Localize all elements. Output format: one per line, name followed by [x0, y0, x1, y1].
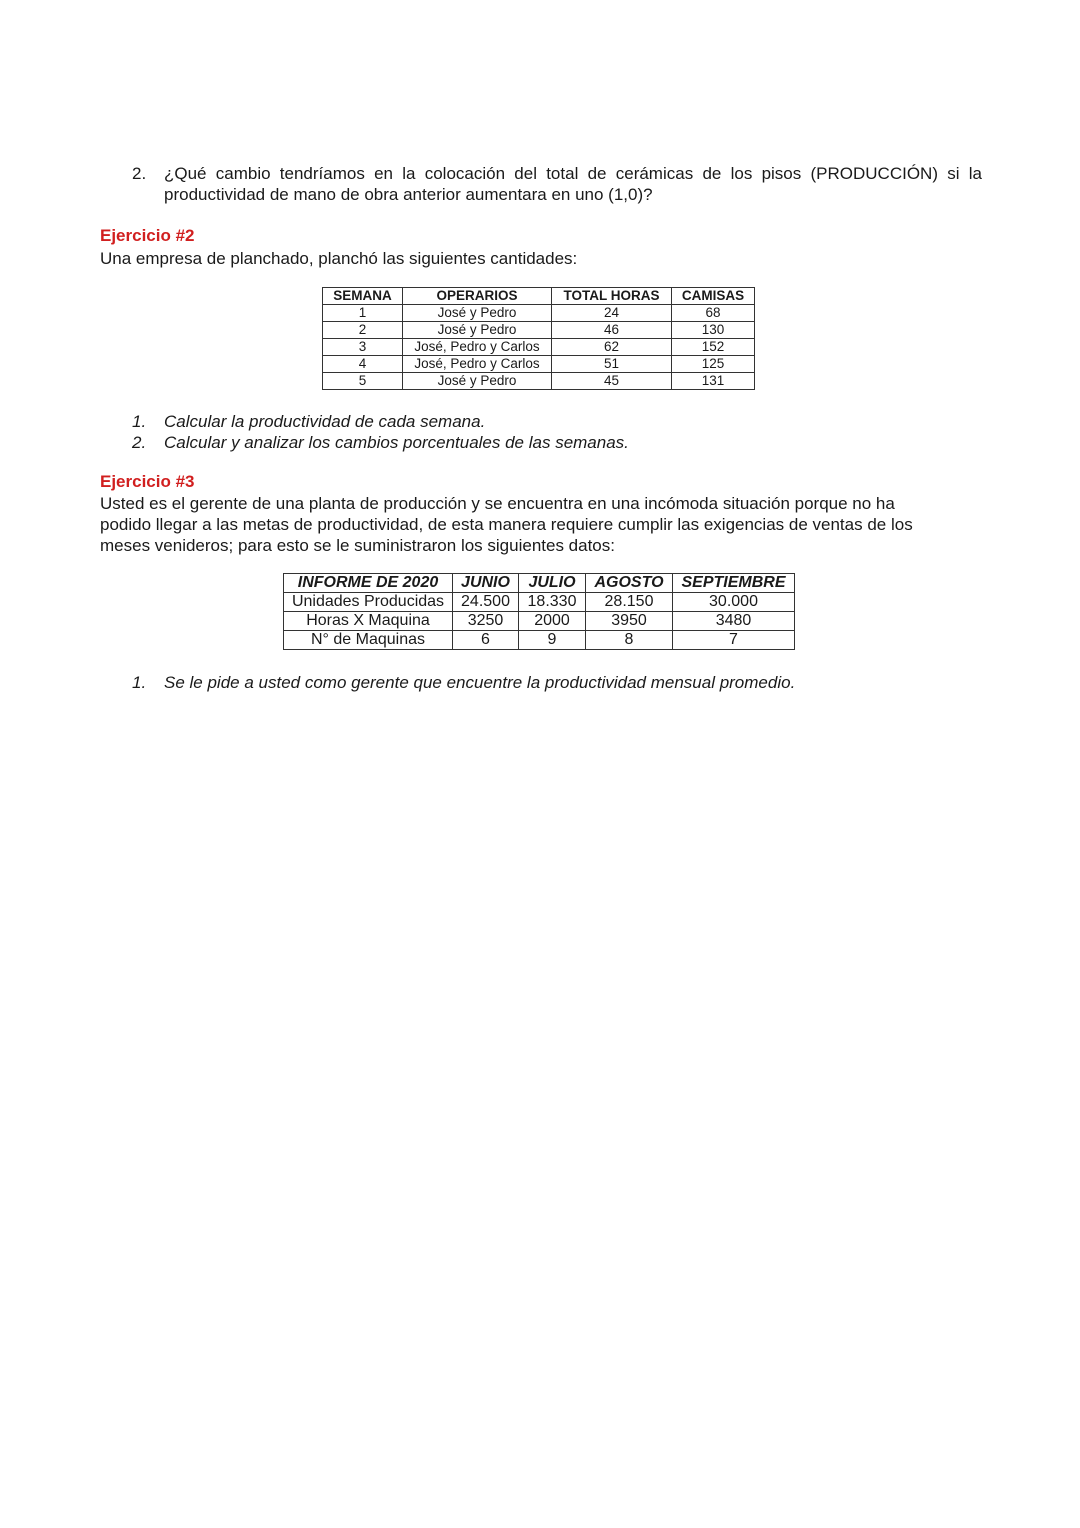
intro-line: podido llegar a las metas de productividad, de esta manera requiere cumplir las exigencias de ventas de los [100, 515, 913, 534]
table-cell: 28.150 [586, 593, 673, 612]
table-cell: 7 [673, 631, 795, 650]
table-header: OPERARIOS [403, 288, 552, 305]
table-cell: 1 [323, 305, 403, 322]
table-header: TOTAL HORAS [552, 288, 672, 305]
table-cell: 18.330 [519, 593, 586, 612]
table-row [323, 356, 755, 373]
table-header-row [284, 574, 795, 593]
table-header: JUNIO [453, 574, 519, 593]
list-item-text: Calcular la productividad de cada semana. [164, 412, 486, 431]
ejercicio-2-intro: Una empresa de planchado, planchó las siguientes cantidades: [100, 249, 578, 268]
table-cell: 130 [672, 322, 755, 339]
table-cell: 2000 [519, 612, 586, 631]
table-row [284, 612, 795, 631]
question-2 [132, 163, 982, 205]
list-item-text: Calcular y analizar los cambios porcentuales de las semanas. [164, 433, 629, 452]
table-cell: 5 [323, 373, 403, 390]
question-2-text: ¿Qué cambio tendríamos en la colocación del total de cerámicas de los pisos (PRODUCCIÓN) si la productividad de mano de obra anterior aumentara en uno (1,0)? [164, 164, 982, 204]
table-header: INFORME DE 2020 [284, 574, 453, 593]
table-row [323, 305, 755, 322]
table-cell: 30.000 [673, 593, 795, 612]
table-cell: 62 [552, 339, 672, 356]
table-cell: 8 [586, 631, 673, 650]
table-cell: José, Pedro y Carlos [403, 339, 552, 356]
list-item [132, 432, 629, 453]
table-header: SEMANA [323, 288, 403, 305]
table-header: CAMISAS [672, 288, 755, 305]
table-cell: 2 [323, 322, 403, 339]
table-cell: N° de Maquinas [284, 631, 453, 650]
question-2-number: 2. [132, 164, 147, 183]
table-cell: 6 [453, 631, 519, 650]
table-row [284, 593, 795, 612]
table-cell: José y Pedro [403, 305, 552, 322]
table-cell: 24 [552, 305, 672, 322]
table-cell: 3 [323, 339, 403, 356]
list-item-text: Se le pide a usted como gerente que encuentre la productividad mensual promedio. [164, 673, 796, 692]
intro-line: Usted es el gerente de una planta de producción y se encuentra en una incómoda situación porque no ha [100, 494, 895, 513]
table-row [323, 373, 755, 390]
table-cell: 152 [672, 339, 755, 356]
table-cell: 51 [552, 356, 672, 373]
table-row [323, 322, 755, 339]
table-cell: 4 [323, 356, 403, 373]
list-item-number: 2. [132, 433, 147, 452]
ejercicio-2-table [322, 287, 755, 390]
ejercicio-2-heading: Ejercicio #2 [100, 226, 195, 245]
table-cell: 131 [672, 373, 755, 390]
table-cell: Horas X Maquina [284, 612, 453, 631]
table-row [284, 631, 795, 650]
list-item-number: 1. [132, 412, 147, 431]
table-cell: José y Pedro [403, 322, 552, 339]
table-cell: Unidades Producidas [284, 593, 453, 612]
table-cell: 45 [552, 373, 672, 390]
ejercicio-3-intro [100, 493, 913, 556]
table-header: SEPTIEMBRE [673, 574, 795, 593]
list-item-number: 1. [132, 673, 147, 692]
ejercicio-3-table [283, 573, 795, 650]
table-header: JULIO [519, 574, 586, 593]
ejercicio-3-heading: Ejercicio #3 [100, 472, 195, 491]
table-cell: 24.500 [453, 593, 519, 612]
table-cell: José y Pedro [403, 373, 552, 390]
intro-line: meses venideros; para esto se le suministraron los siguientes datos: [100, 536, 615, 555]
table-cell: 68 [672, 305, 755, 322]
table-header: AGOSTO [586, 574, 673, 593]
table-cell: 46 [552, 322, 672, 339]
table-cell: José, Pedro y Carlos [403, 356, 552, 373]
list-item [132, 411, 629, 432]
table-cell: 3950 [586, 612, 673, 631]
ejercicio-3-task-list [132, 672, 795, 693]
list-item [132, 672, 795, 693]
table-row [323, 339, 755, 356]
table-cell: 9 [519, 631, 586, 650]
table-cell: 3250 [453, 612, 519, 631]
ejercicio-2-task-list [132, 411, 629, 453]
table-header-row [323, 288, 755, 305]
table-cell: 125 [672, 356, 755, 373]
table-cell: 3480 [673, 612, 795, 631]
